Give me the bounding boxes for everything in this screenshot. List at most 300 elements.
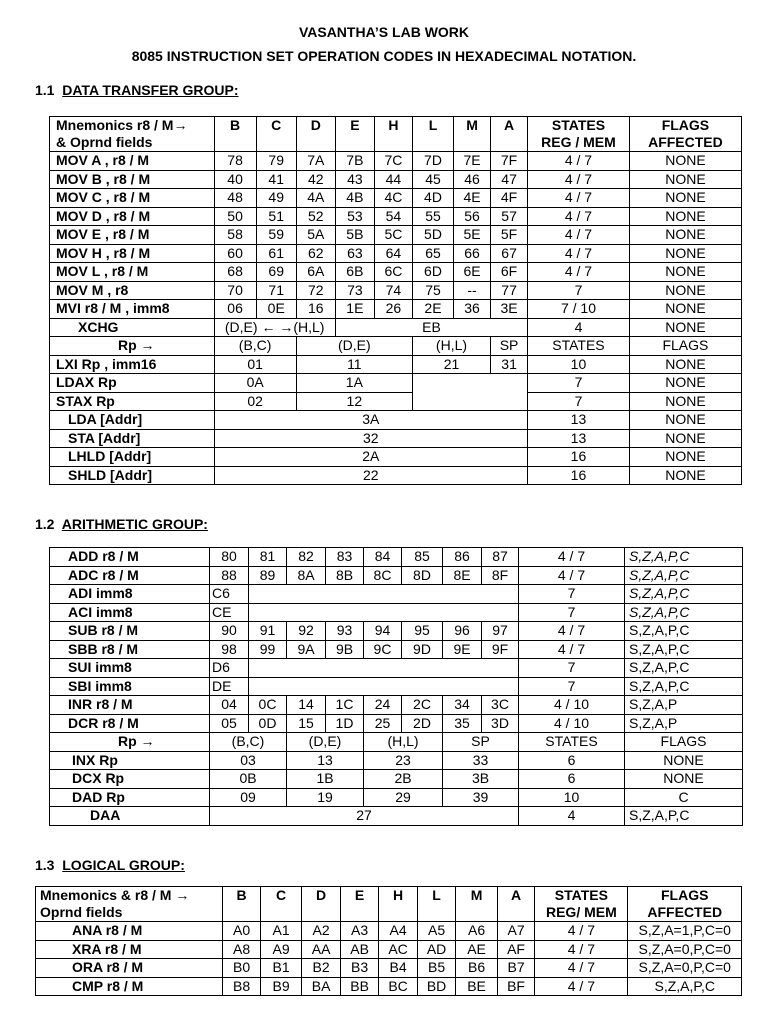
opcode-cell: 61	[256, 244, 296, 263]
opcode-cell: 81	[249, 548, 287, 567]
flags-cell: NONE	[625, 751, 743, 770]
opcode-cell: 40	[214, 170, 256, 189]
opcode-cell: 6A	[296, 263, 335, 282]
opcode-cell: B9	[260, 977, 302, 996]
opcode-cell: 31	[491, 355, 528, 374]
opcode-cell: 92	[287, 622, 326, 641]
table-row	[50, 355, 742, 374]
opcode-cell: 9F	[482, 640, 519, 659]
header-line: Mnemonics r8 / M→	[56, 117, 188, 133]
mnemonic-cell: SBB r8 / M	[50, 640, 210, 659]
opcode-cell: AC	[379, 940, 417, 959]
opcode-cell: 71	[256, 281, 296, 300]
table-row	[50, 659, 743, 678]
opcode-cell: 59	[256, 226, 296, 245]
opcode-cell: 34	[443, 696, 482, 715]
states-header	[528, 117, 630, 152]
mnemonic-cell: MOV E , r8 / M	[50, 226, 215, 245]
opcode-cell: 09	[210, 788, 287, 807]
mnemonic-header	[36, 887, 223, 922]
rp-pair-header: (H,L)	[412, 337, 490, 356]
table-row	[50, 429, 742, 448]
opcode-cell: 74	[374, 281, 412, 300]
opcode-cell: 23	[364, 751, 443, 770]
flags-cell: NONE	[629, 207, 741, 226]
flags-cell: C	[625, 788, 743, 807]
states-cell: 4 / 7	[519, 548, 625, 567]
opcode-cell: 86	[443, 548, 482, 567]
register-header: H	[379, 887, 417, 922]
opcode-cell: 65	[412, 244, 453, 263]
flags-cell: NONE	[629, 448, 741, 467]
flags-cell: NONE	[629, 300, 741, 319]
section-number: 1.2	[35, 516, 55, 532]
flags-cell: S,Z,A,P,C	[625, 566, 743, 585]
opcode-cell: 73	[335, 281, 374, 300]
opcode-cell: 2B	[364, 770, 443, 789]
opcode-cell: 6B	[335, 263, 374, 282]
opcode-cell: B6	[456, 959, 498, 978]
opcode-cell: AE	[456, 940, 498, 959]
opcode-cell: 12	[296, 392, 412, 411]
opcode-cell: 8E	[443, 566, 482, 585]
flags-header: FLAGS	[625, 733, 743, 752]
section-number: 1.1	[35, 82, 55, 98]
opcode-cell: 53	[335, 207, 374, 226]
flags-cell: NONE	[629, 411, 741, 430]
opcode-cell: 8F	[482, 566, 519, 585]
mnemonic-cell: DCX Rp	[50, 770, 210, 789]
header-line: REG / MEM	[541, 134, 616, 150]
mnemonic-cell: MOV H , r8 / M	[50, 244, 215, 263]
opcode-cell: 3D	[482, 714, 519, 733]
opcode-cell: 04	[210, 696, 249, 715]
states-cell: 4 / 10	[519, 696, 625, 715]
states-header	[535, 887, 628, 922]
opcode-cell: 4B	[335, 189, 374, 208]
opcode-cell: 83	[326, 548, 364, 567]
operand-cell: (D,E) ← →(H,L)	[214, 318, 335, 337]
opcode-cell: 1E	[335, 300, 374, 319]
logical-table	[35, 886, 742, 996]
opcode-cell: 22	[214, 466, 528, 485]
opcode-cell: A4	[379, 922, 417, 941]
opcode-cell: 82	[287, 548, 326, 567]
opcode-cell: B5	[417, 959, 455, 978]
table-row	[50, 374, 742, 393]
header-line: FLAGS	[661, 117, 710, 133]
register-header: E	[335, 117, 374, 152]
flags-cell: NONE	[629, 466, 741, 485]
mnemonic-cell: LXI Rp , imm16	[50, 355, 215, 374]
opcode-cell: BE	[456, 977, 498, 996]
opcode-cell: 3B	[443, 770, 519, 789]
mnemonic-cell: CMP r8 / M	[36, 977, 223, 996]
flags-cell: S,Z,A,P,C	[625, 622, 743, 641]
empty-cell	[412, 374, 527, 411]
opcode-cell: AF	[497, 940, 534, 959]
states-cell: 10	[519, 788, 625, 807]
opcode-cell: CE	[210, 603, 249, 622]
opcode-cell: --	[454, 281, 491, 300]
opcode-cell: BD	[417, 977, 455, 996]
empty-cell	[249, 659, 519, 678]
opcode-cell: 48	[214, 189, 256, 208]
header-line: STATES	[554, 887, 608, 903]
table-row	[36, 940, 742, 959]
flags-header	[629, 117, 741, 152]
opcode-cell: 52	[296, 207, 335, 226]
flags-cell: S,Z,A=0,P,C=0	[628, 959, 742, 978]
opcode-cell: 0A	[214, 374, 296, 393]
opcode-cell: BA	[302, 977, 340, 996]
register-header: L	[412, 117, 453, 152]
register-header: D	[302, 887, 340, 922]
opcode-cell: 1A	[296, 374, 412, 393]
opcode-cell: 4F	[491, 189, 528, 208]
opcode-cell: 7D	[412, 152, 453, 171]
states-cell: 7	[519, 659, 625, 678]
opcode-cell: 96	[443, 622, 482, 641]
opcode-cell: 42	[296, 170, 335, 189]
section-heading-arithmetic	[35, 516, 208, 532]
states-cell: 16	[528, 448, 630, 467]
opcode-cell: 50	[214, 207, 256, 226]
opcode-cell: 5F	[491, 226, 528, 245]
table-row	[50, 677, 743, 696]
table-row	[50, 696, 743, 715]
table-row	[50, 566, 743, 585]
table-row	[50, 770, 743, 789]
states-cell: 4 / 7	[528, 170, 630, 189]
opcode-cell: 62	[296, 244, 335, 263]
opcode-cell: B4	[379, 959, 417, 978]
flags-cell: NONE	[629, 189, 741, 208]
opcode-cell: 2E	[412, 300, 453, 319]
opcode-cell: 8A	[287, 566, 326, 585]
opcode-cell: 64	[374, 244, 412, 263]
rp-pair-header: (D,E)	[296, 337, 412, 356]
header-line: & Oprnd fields	[56, 134, 153, 150]
opcode-cell: AA	[302, 940, 340, 959]
opcode-cell: 72	[296, 281, 335, 300]
states-cell: 4	[519, 807, 625, 826]
flags-cell: S,Z,A,P	[625, 714, 743, 733]
table-row	[50, 466, 742, 485]
table-row	[50, 189, 742, 208]
mnemonic-cell: DAD Rp	[50, 788, 210, 807]
doc-title: VASANTHA’S LAB WORK	[298, 24, 470, 40]
states-cell: 7	[528, 374, 630, 393]
opcode-cell: 49	[256, 189, 296, 208]
opcode-cell: 27	[210, 807, 519, 826]
states-cell: 7	[519, 603, 625, 622]
mnemonic-cell: INR r8 / M	[50, 696, 210, 715]
empty-cell	[249, 603, 519, 622]
opcode-cell: A0	[223, 922, 260, 941]
states-cell: 4 / 7	[535, 922, 628, 941]
table-row	[50, 640, 743, 659]
flags-cell: S,Z,A,P,C	[625, 548, 743, 567]
rp-header-row	[50, 337, 742, 356]
flags-cell: NONE	[629, 392, 741, 411]
opcode-cell: 75	[412, 281, 453, 300]
rp-header-row	[50, 733, 743, 752]
opcode-cell: 94	[364, 622, 402, 641]
register-header: M	[456, 887, 498, 922]
mnemonic-cell: LDAX Rp	[50, 374, 215, 393]
rp-pair-header: SP	[491, 337, 528, 356]
opcode-cell: 7A	[296, 152, 335, 171]
opcode-cell: 5A	[296, 226, 335, 245]
rp-pair-header: (B,C)	[214, 337, 296, 356]
opcode-cell: 8C	[364, 566, 402, 585]
mnemonic-cell: MOV M , r8	[50, 281, 215, 300]
table-row	[50, 751, 743, 770]
flags-cell: S,Z,A,P	[625, 696, 743, 715]
states-cell: 4 / 7	[528, 226, 630, 245]
opcode-cell: 0E	[256, 300, 296, 319]
states-cell: 4 / 7	[519, 640, 625, 659]
data-transfer-table	[49, 116, 742, 485]
opcode-cell: 69	[256, 263, 296, 282]
opcode-cell: 1D	[326, 714, 364, 733]
flags-cell: S,Z,A,P,C	[628, 977, 742, 996]
opcode-cell: 15	[287, 714, 326, 733]
opcode-cell: 1C	[326, 696, 364, 715]
opcode-cell: 79	[256, 152, 296, 171]
opcode-cell: DE	[210, 677, 249, 696]
opcode-cell: 36	[454, 300, 491, 319]
opcode-cell: 5D	[412, 226, 453, 245]
opcode-cell: 7C	[374, 152, 412, 171]
opcode-cell: 35	[443, 714, 482, 733]
opcode-cell: 9B	[326, 640, 364, 659]
register-header: D	[296, 117, 335, 152]
flags-cell: NONE	[629, 152, 741, 171]
opcode-cell: A9	[260, 940, 302, 959]
opcode-cell: 32	[214, 429, 528, 448]
opcode-cell: 25	[364, 714, 402, 733]
arithmetic-table	[49, 547, 743, 826]
opcode-cell: 78	[214, 152, 256, 171]
opcode-cell: AB	[340, 940, 378, 959]
opcode-cell: 54	[374, 207, 412, 226]
opcode-cell: 99	[249, 640, 287, 659]
opcode-cell: 88	[210, 566, 249, 585]
opcode-cell: A2	[302, 922, 340, 941]
opcode-cell: 19	[287, 788, 364, 807]
rp-pair-header: (B,C)	[210, 733, 287, 752]
flags-cell: S,Z,A,P,C	[625, 677, 743, 696]
opcode-cell: 2C	[402, 696, 443, 715]
states-cell: 7	[519, 677, 625, 696]
mnemonic-cell: SUI imm8	[50, 659, 210, 678]
mnemonic-cell: MOV C , r8 / M	[50, 189, 215, 208]
flags-cell: NONE	[629, 226, 741, 245]
opcode-cell: BF	[497, 977, 534, 996]
opcode-cell: 9A	[287, 640, 326, 659]
table-row	[50, 411, 742, 430]
table-row	[50, 585, 743, 604]
register-header: L	[417, 887, 455, 922]
states-cell: 4 / 10	[519, 714, 625, 733]
opcode-cell: 6E	[454, 263, 491, 282]
flags-cell: NONE	[629, 355, 741, 374]
opcode-cell: 0D	[249, 714, 287, 733]
opcode-cell: B1	[260, 959, 302, 978]
table-row	[50, 603, 743, 622]
opcode-cell: 24	[364, 696, 402, 715]
states-cell: 6	[519, 751, 625, 770]
opcode-cell: 9C	[364, 640, 402, 659]
opcode-cell: 05	[210, 714, 249, 733]
flags-cell: NONE	[629, 281, 741, 300]
opcode-cell: 80	[210, 548, 249, 567]
rp-header: Rp →	[50, 337, 215, 356]
opcode-cell: EB	[335, 318, 527, 337]
mnemonic-cell: MOV B , r8 / M	[50, 170, 215, 189]
mnemonic-cell: STAX Rp	[50, 392, 215, 411]
opcode-cell: 3E	[491, 300, 528, 319]
opcode-cell: 97	[482, 622, 519, 641]
states-cell: 16	[528, 466, 630, 485]
header-row	[36, 887, 742, 922]
opcode-cell: 44	[374, 170, 412, 189]
table-row	[50, 170, 742, 189]
opcode-cell: 7B	[335, 152, 374, 171]
rp-pair-header: (D,E)	[287, 733, 364, 752]
opcode-cell: BC	[379, 977, 417, 996]
opcode-cell: 33	[443, 751, 519, 770]
register-header: B	[223, 887, 260, 922]
opcode-cell: B7	[497, 959, 534, 978]
opcode-cell: 0B	[210, 770, 287, 789]
opcode-cell: 68	[214, 263, 256, 282]
flags-cell: NONE	[625, 770, 743, 789]
opcode-cell: 0C	[249, 696, 287, 715]
states-cell: 13	[528, 429, 630, 448]
opcode-cell: 8D	[402, 566, 443, 585]
header-line: REG/ MEM	[545, 904, 617, 920]
mnemonic-cell: ANA r8 / M	[36, 922, 223, 941]
opcode-cell: C6	[210, 585, 249, 604]
opcode-cell: 6C	[374, 263, 412, 282]
opcode-cell: 5B	[335, 226, 374, 245]
flags-cell: S,Z,A,P,C	[625, 807, 743, 826]
states-cell: 6	[519, 770, 625, 789]
opcode-cell: 01	[214, 355, 296, 374]
register-header: B	[214, 117, 256, 152]
section-title: ARITHMETIC GROUP:	[61, 516, 208, 532]
register-header: A	[491, 117, 528, 152]
header-line: Mnemonics & r8 / M →	[40, 887, 190, 903]
flags-cell: NONE	[629, 170, 741, 189]
mnemonic-cell: XCHG	[50, 318, 215, 337]
header-line: Oprnd fields	[40, 904, 123, 920]
opcode-cell: 5E	[454, 226, 491, 245]
table-row	[50, 788, 743, 807]
header-line: FLAGS	[661, 887, 709, 903]
register-header: C	[256, 117, 296, 152]
opcode-cell: 02	[214, 392, 296, 411]
opcode-cell: 9E	[443, 640, 482, 659]
flags-header	[628, 887, 742, 922]
table-row	[36, 922, 742, 941]
table-row	[50, 318, 742, 337]
opcode-cell: B0	[223, 959, 260, 978]
register-header: M	[454, 117, 491, 152]
opcode-cell: 43	[335, 170, 374, 189]
flags-cell: NONE	[629, 318, 741, 337]
rp-pair-header: (H,L)	[364, 733, 443, 752]
states-cell: 7	[528, 281, 630, 300]
states-cell: 4 / 7	[519, 622, 625, 641]
flags-cell: NONE	[629, 244, 741, 263]
mnemonic-cell: ADI imm8	[50, 585, 210, 604]
mnemonic-cell: INX Rp	[50, 751, 210, 770]
header-line: AFFECTED	[648, 134, 723, 150]
opcode-cell: A1	[260, 922, 302, 941]
opcode-cell: A7	[497, 922, 534, 941]
opcode-cell: B3	[340, 959, 378, 978]
flags-cell: S,Z,A,P,C	[625, 585, 743, 604]
table-row	[36, 959, 742, 978]
states-cell: 7	[528, 392, 630, 411]
opcode-cell: 60	[214, 244, 256, 263]
opcode-cell: 77	[491, 281, 528, 300]
mnemonic-cell: MOV A , r8 / M	[50, 152, 215, 171]
opcode-cell: A5	[417, 922, 455, 941]
opcode-cell: 56	[454, 207, 491, 226]
opcode-cell: 39	[443, 788, 519, 807]
opcode-cell: 51	[256, 207, 296, 226]
opcode-cell: 4E	[454, 189, 491, 208]
section-heading-logical	[35, 857, 185, 873]
table-row	[50, 244, 742, 263]
opcode-cell: 06	[214, 300, 256, 319]
states-header: STATES	[528, 337, 630, 356]
opcode-cell: 45	[412, 170, 453, 189]
table-row	[50, 226, 742, 245]
opcode-cell: 16	[296, 300, 335, 319]
flags-cell: NONE	[629, 263, 741, 282]
opcode-cell: 4C	[374, 189, 412, 208]
mnemonic-cell: SUB r8 / M	[50, 622, 210, 641]
mnemonic-cell: ADC r8 / M	[50, 566, 210, 585]
opcode-cell: 5C	[374, 226, 412, 245]
opcode-cell: 4A	[296, 189, 335, 208]
empty-cell	[249, 585, 519, 604]
opcode-cell: 3A	[214, 411, 528, 430]
opcode-cell: 1B	[287, 770, 364, 789]
table-row	[50, 152, 742, 171]
opcode-cell: 14	[287, 696, 326, 715]
rp-header: Rp →	[50, 733, 210, 752]
opcode-cell: 98	[210, 640, 249, 659]
opcode-cell: 21	[412, 355, 490, 374]
opcode-cell: 9D	[402, 640, 443, 659]
header-line: STATES	[551, 117, 606, 133]
mnemonic-cell: LDA [Addr]	[50, 411, 215, 430]
mnemonic-cell: DCR r8 / M	[50, 714, 210, 733]
flags-cell: NONE	[629, 374, 741, 393]
opcode-cell: 70	[214, 281, 256, 300]
header-row	[50, 117, 742, 152]
mnemonic-cell: ACI imm8	[50, 603, 210, 622]
opcode-cell: 7F	[491, 152, 528, 171]
opcode-cell: 6F	[491, 263, 528, 282]
